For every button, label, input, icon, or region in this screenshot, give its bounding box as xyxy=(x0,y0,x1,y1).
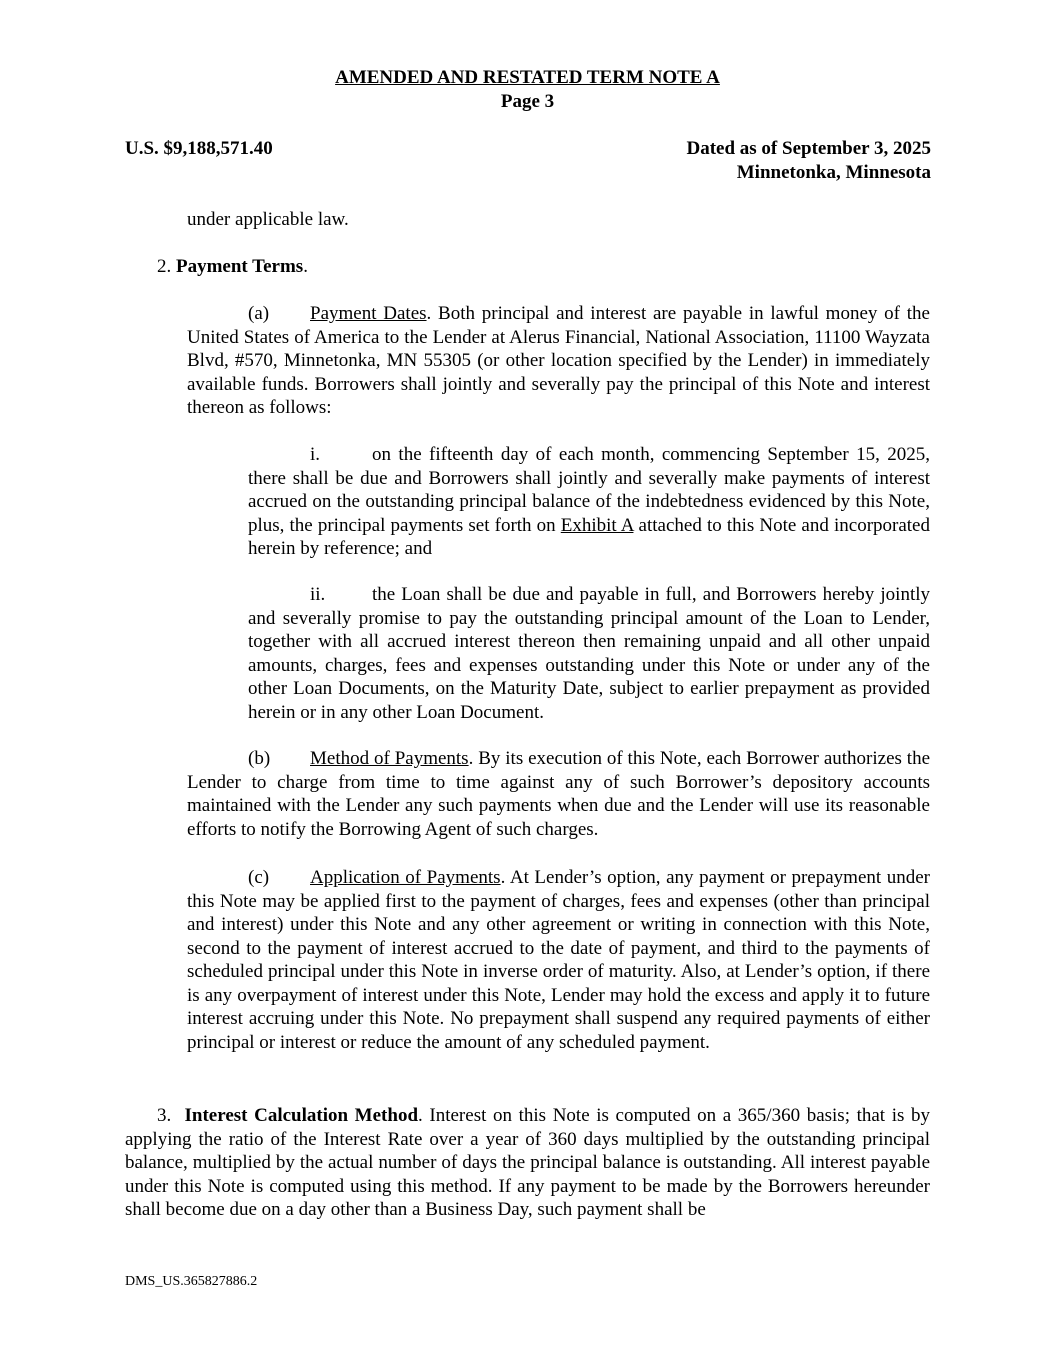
section-3-title: Interest Calculation Method xyxy=(184,1105,419,1126)
para-c-title: Application of Payments xyxy=(310,867,501,888)
para-a-title: Payment Dates xyxy=(310,303,427,324)
paragraph-a xyxy=(187,302,930,420)
para-ii-text: the Loan shall be due and payable in full, and Borrowers hereby jointly and severally promise to pay the outstanding principal amount of the Loan to Lender, together with all accrued interest thereon then remaining unpaid and all other unpaid amounts, charges, fees and expenses outstanding under this Note or under any of the other Loan Documents, on the Maturity Date, subject to earlier prepayment as provided herein or in any other Loan Document. xyxy=(248,584,930,723)
date-location xyxy=(686,137,931,184)
document-title: AMENDED AND RESTATED TERM NOTE A xyxy=(335,67,720,88)
section-2-punct: . xyxy=(303,256,308,277)
para-b-text: . By its execution of this Note, each Borrower authorizes the Lender to charge from time to time against any of such Borrower’s depository accounts maintained with the Lender any such payments when due and the Lender will use its reasonable efforts to notify the Borrowing Agent of such charges. xyxy=(187,748,931,840)
para-i-text-2: attached to this Note and incorporated herein by reference; and xyxy=(248,514,930,559)
paragraph-i xyxy=(248,443,930,561)
section-2-heading xyxy=(157,255,930,279)
para-a-label: (a) xyxy=(248,303,270,324)
para-i-label: i. xyxy=(310,444,321,465)
para-b-label: (b) xyxy=(248,748,271,769)
continuation-text: under applicable law. xyxy=(187,209,349,230)
para-i-text-1: on the fifteenth day of each month, commencing September 15, 2025, there shall be due and Borrowers shall jointly and severally make payments of interest accrued on the outstanding principal balance of the indebtedness evidenced by this Note, plus, the principal payments set forth on xyxy=(248,444,930,536)
paragraph-b xyxy=(187,747,930,841)
para-c-label: (c) xyxy=(248,867,270,888)
para-ii-label: ii. xyxy=(310,584,326,605)
para-a-text: . Both principal and interest are payable in lawful money of the United States of America to the Lender at Alerus Financial, National Association, 11100 Wayzata Blvd, #570, Minnetonka, MN 55305 (or other location specified by the Lender) in immediately available funds. Borrowers shall jointly and severally pay the principal of this Note and interest thereon as follows: xyxy=(187,303,930,418)
section-2-title: Payment Terms xyxy=(176,256,304,277)
note-amount: U.S. $9,188,571.40 xyxy=(125,138,273,159)
document-id-footer: DMS_US.365827886.2 xyxy=(125,1274,258,1289)
page-number: Page 3 xyxy=(500,90,555,112)
section-2-number: 2. xyxy=(157,256,172,277)
section-3 xyxy=(125,1104,930,1222)
para-b-title: Method of Payments xyxy=(310,748,469,769)
para-c-text: . At Lender’s option, any payment or prepayment under this Note may be applied first to the payment of charges, fees and expenses (other than principal and interest) under this Note and any other agreement or writing in connection with this Note, second to the payment of interest accrued to the date of payment, and third to the payments of scheduled principal under this Note in inverse order of maturity. Also, at Lender’s option, if there is any overpayment of interest under this Note, Lender may hold the excess and apply it to future interest accruing under this Note. No prepayment shall suspend any required payments of either principal or interest or reduce the amount of any scheduled payment. xyxy=(187,867,930,1053)
paragraph-c xyxy=(187,866,930,1054)
section-3-text: . Interest on this Note is computed on a 365/360 basis; that is by applying the ratio of the Interest Rate over a year of 360 days multiplied by the outstanding principal balance, multiplied by the actual number of days the principal balance is outstanding. All interest payable under this Note is computed using this method. If any payment to be made by the Borrowers hereunder shall become due on a day other than a Business Day, such payment shall be xyxy=(125,1105,931,1220)
section-3-number: 3. xyxy=(157,1105,172,1126)
paragraph-ii xyxy=(248,583,930,724)
header xyxy=(0,66,1055,113)
dated-line: Dated as of September 3, 2025 xyxy=(686,138,931,159)
exhibit-a-link[interactable]: Exhibit A xyxy=(560,514,634,536)
location-line: Minnetonka, Minnesota xyxy=(736,161,931,183)
